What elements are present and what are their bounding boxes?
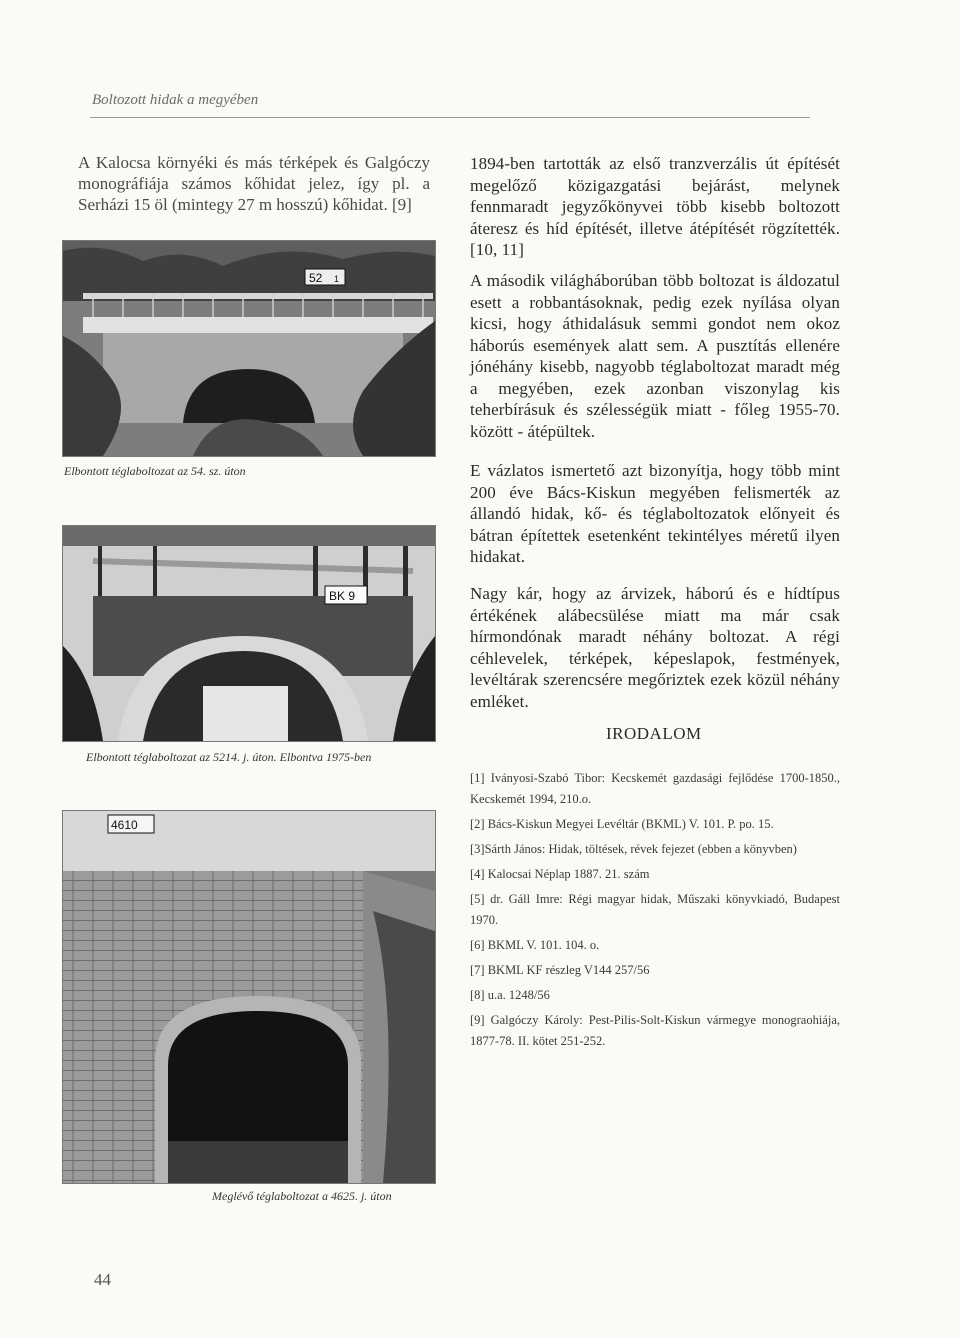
road-sign-1: 52 [309,271,323,285]
reference-item: [2] Bács-Kiskun Megyei Levéltár (BKML) V. 101. P. po. 15. [470,817,774,831]
references-title: IRODALOM [606,724,702,743]
reference-item: [5] dr. Gáll Imre: Régi magyar hidak, Műszaki könyvkiadó, Budapest 1970. [470,892,840,927]
reference-item: [6] BKML V. 101. 104. o. [470,938,600,952]
running-header: Boltozott hidak a megyében [92,92,259,108]
page-number: 44 [94,1270,111,1289]
photo-bridge-2 [62,525,436,742]
photo-caption-3: Meglévő téglaboltozat a 4625. j. úton [212,1189,392,1203]
body-paragraph-1: 1894-ben tartották az első tranzverzális út építését megelőző közigazgatási bejárást, melynek fennmaradt jegyzőkönyvei több kisebb boltozott áteresz és híd építését, illetve átépítését rögzítették. [10, 11] [470,154,840,259]
reference-item: [3]Sárth János: Hidak, töltések, révek fejezet (ebben a könyvben) [470,842,797,856]
references-list [470,768,840,1056]
reference-item: [8] u.a. 1248/56 [470,988,550,1002]
body-paragraph-3: E vázlatos ismertető azt bizonyítja, hogy több mint 200 éve Bács-Kiskun megyében felismerték az állandó hidak, kő- és téglaboltozatok előnyeit és bátran építettek esetenként tekintélyes méretű ilyen hidakat. [470,461,840,566]
photo-caption-2: Elbontott téglaboltozat az 5214. j. úton. Elbontva 1975-ben [86,750,372,764]
road-sign-1b: 1 [334,274,340,284]
reference-item: [9] Galgóczy Károly: Pest-Pilis-Solt-Kiskun vármegye monograohiája, 1877-78. II. kötet 251-252. [470,1013,840,1048]
road-sign-3: 4610 [111,818,138,832]
intro-paragraph: A Kalocsa környéki és más térképek és Galgóczy monográfiája számos kőhidat jelez, így pl. a Serházi 15 öl (mintegy 27 m hosszú) kőhidat. [9] [78,153,430,214]
body-paragraph-4: Nagy kár, hogy az árvizek, háború és e hídtípus értékének alábecsülése miatt ma már csak hírmondónak maradt néhány boltozat. A régi céhlevelek, térképek, képeslapok, festmények, levéltárak szerencsére megőriztek ezek közül néhány emléket. [470,584,840,711]
photo-bridge-1 [62,240,436,457]
reference-item: [7] BKML KF részleg V144 257/56 [470,963,650,977]
body-paragraph-2: A második világháborúban több boltozat is áldozatul esett a robbantásoknak, pedig ezek nyílása olyan kicsi, hogy áthidalásuk semmi gondot nem okoz háborús események alatt sem. A pusztítás ellenére jónéhány kisebb, nagyobb téglaboltozat maradt még a megyében, ezek azonban viszonylag kis teherbírásuk és szélességük miatt - főleg 1955-70. között - átépültek. [470,271,840,441]
header-rule [90,117,810,118]
photo-bridge-3 [62,810,436,1184]
road-sign-2: BK 9 [329,589,356,603]
reference-item: [1] Iványosi-Szabó Tibor: Kecskemét gazdasági fejlődése 1700-1850., Kecskemét 1994, 210.o. [470,771,840,806]
photo-caption-1: Elbontott téglaboltozat az 54. sz. úton [64,464,246,478]
reference-item: [4] Kalocsai Néplap 1887. 21. szám [470,867,650,881]
